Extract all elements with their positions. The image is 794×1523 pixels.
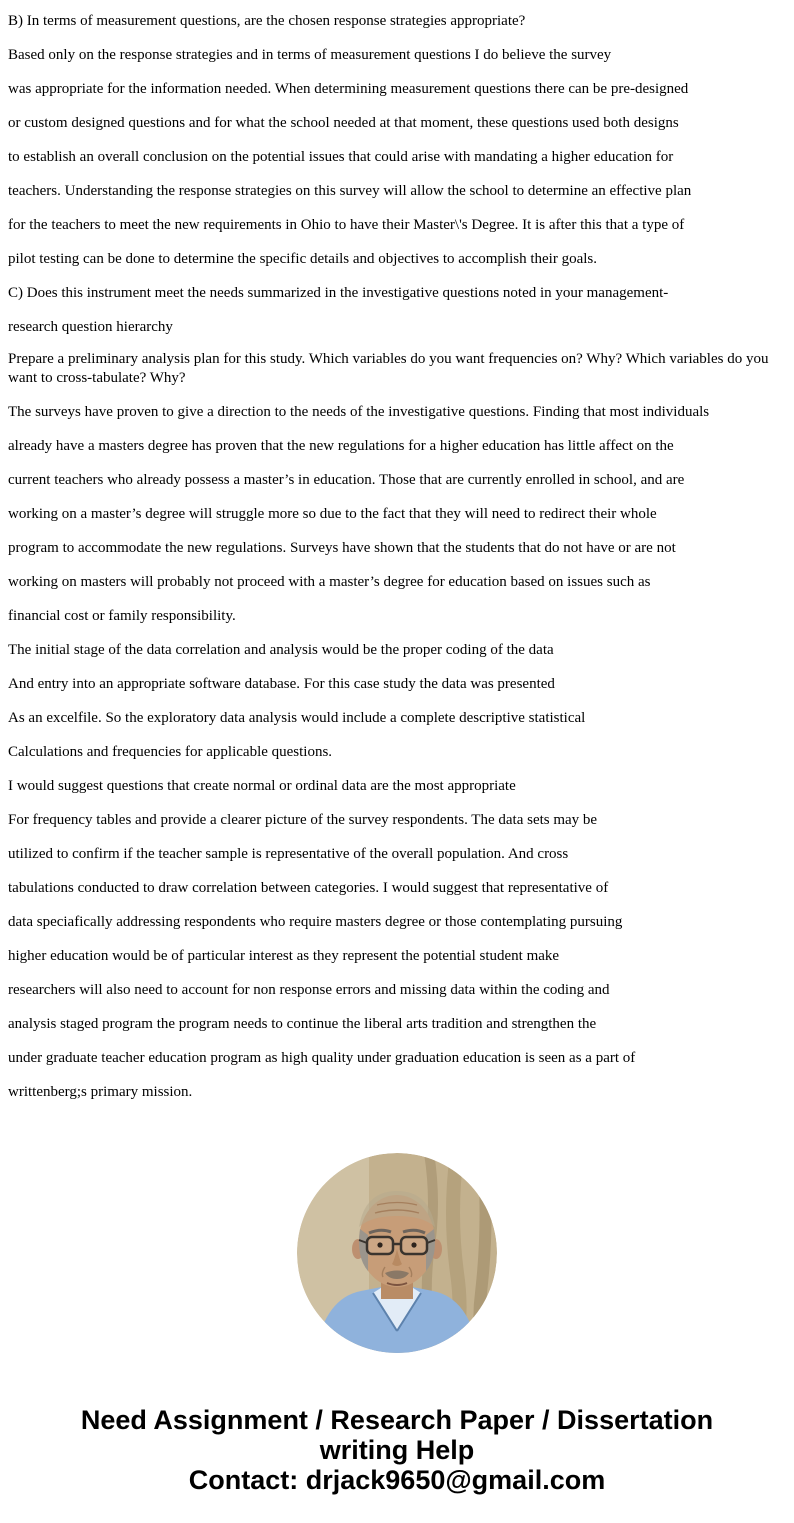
text-line: And entry into an appropriate software database. For this case study the data was presented bbox=[8, 676, 555, 692]
text-line: The initial stage of the data correlation and analysis would be the proper coding of the data bbox=[8, 642, 554, 658]
text-line: working on a master’s degree will struggle more so due to the fact that they will need to redirect their whole bbox=[8, 506, 657, 522]
promo-title-line2: writing Help bbox=[319, 1435, 475, 1465]
text-line: already have a masters degree has proven that the new regulations for a higher education has little affect on the bbox=[8, 438, 674, 454]
text-line: writtenberg;s primary mission. bbox=[8, 1084, 193, 1100]
text-line: For frequency tables and provide a clearer picture of the survey respondents. The data sets may be bbox=[8, 812, 598, 828]
contact-email: Contact: drjack9650@gmail.com bbox=[188, 1465, 606, 1495]
text-line: B) In terms of measurement questions, are the chosen response strategies appropriate? bbox=[8, 13, 526, 29]
text-line: to establish an overall conclusion on the potential issues that could arise with mandating a higher education for bbox=[8, 149, 674, 165]
text-line: Prepare a preliminary analysis plan for this study. Which variables do you want frequencies on? Why? Which variables do you want to cross-tabulate? Why? bbox=[8, 351, 769, 386]
text-line: teachers. Understanding the response strategies on this survey will allow the school to determine an effective plan bbox=[8, 183, 692, 199]
text-line: analysis staged program the program needs to continue the liberal arts tradition and strengthen the bbox=[8, 1016, 597, 1032]
text-line: higher education would be of particular interest as they represent the potential student make bbox=[8, 948, 560, 964]
text-line: Based only on the response strategies and in terms of measurement questions I do believe the survey bbox=[8, 47, 612, 63]
promo-title-line1: Need Assignment / Research Paper / Dissertation bbox=[80, 1405, 714, 1435]
text-line: The surveys have proven to give a direction to the needs of the investigative questions. Finding that most individuals bbox=[8, 404, 710, 420]
text-line: C) Does this instrument meet the needs summarized in the investigative questions noted in your management- bbox=[8, 285, 669, 301]
profile-photo bbox=[297, 1153, 497, 1353]
text-line: research question hierarchy bbox=[8, 319, 173, 335]
text-line: or custom designed questions and for what the school needed at that moment, these questions used both designs bbox=[8, 115, 679, 131]
profile-photo-image bbox=[297, 1153, 497, 1353]
promo-footer bbox=[0, 1405, 794, 1495]
text-line: financial cost or family responsibility. bbox=[8, 608, 236, 624]
text-line: Calculations and frequencies for applicable questions. bbox=[8, 744, 333, 760]
text-line: I would suggest questions that create normal or ordinal data are the most appropriate bbox=[8, 778, 516, 794]
avatar-container bbox=[0, 1153, 794, 1353]
text-line: tabulations conducted to draw correlation between categories. I would suggest that representative of bbox=[8, 880, 609, 896]
text-line: working on masters will probably not proceed with a master’s degree for education based on issues such as bbox=[8, 574, 651, 590]
text-line: was appropriate for the information needed. When determining measurement questions there can be pre-designed bbox=[8, 81, 689, 97]
text-line: under graduate teacher education program as high quality under graduation education is seen as a part of bbox=[8, 1050, 636, 1066]
text-line: researchers will also need to account for non response errors and missing data within the coding and bbox=[8, 982, 610, 998]
text-line: current teachers who already possess a master’s in education. Those that are currently enrolled in school, and are bbox=[8, 472, 685, 488]
text-line: program to accommodate the new regulations. Surveys have shown that the students that do not have or are not bbox=[8, 540, 676, 556]
text-line: pilot testing can be done to determine the specific details and objectives to accomplish their goals. bbox=[8, 251, 597, 267]
text-line: data speciafically addressing respondents who require masters degree or those contemplating pursuing bbox=[8, 914, 623, 930]
text-line: for the teachers to meet the new requirements in Ohio to have their Master\'s Degree. It is after this that a type of bbox=[8, 217, 685, 233]
text-line: utilized to confirm if the teacher sample is representative of the overall population. And cross bbox=[8, 846, 569, 862]
text-line: As an excelfile. So the exploratory data analysis would include a complete descriptive statistical bbox=[8, 710, 586, 726]
